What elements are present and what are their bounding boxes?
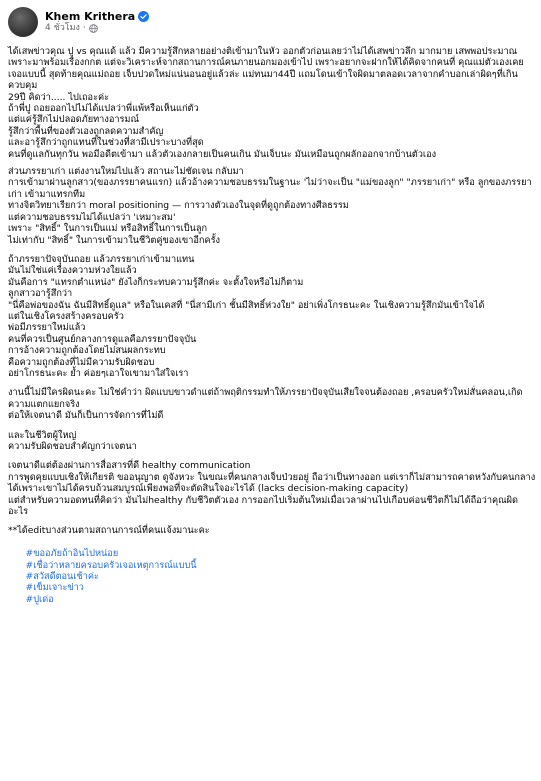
verified-badge-icon: [138, 11, 149, 22]
post-body: [8, 46, 536, 617]
body-line: มันไม่ใช่แค่เรื่องความห่วงใยแล้ว: [8, 265, 137, 277]
body-line: ทางจิตวิทยาเรียกว่า moral positioning — การวางตัวเองในจุดที่ดูถูกต้องทางศีลธรรม: [8, 200, 349, 212]
body-line: และในชีวิตผู้ใหญ่: [8, 429, 77, 441]
body-line: แต่แค่รู้สึกไม่ปลอดภัยทางอารมณ์: [8, 114, 140, 126]
body-line: ได้เสพข่าวคุณ ปู vs คุณแด้ แล้ว มีความรู้สึกหลายอย่างติเข้ามาในหัว ออกตัวก่อนเลยว่าไม่ได้เสพข่าวลึก มากมาย เสพพอประมาณ เพราะมาพร้อมเรื่องกกต แต่จะวิเคราะห์จากสถานการณ์คนภายนอกมองเข้าไป เพราะอยากจะฝากให้ได้คิดจากคนที่ คุณแม่ตัวเองเคยเจอแบบนี้ สุดท้ายคุณแม่ถอย เจ็บปวดใหม่แน่นอนอยู่แล้วล่ะ แม่ทนมา44ปี แถมโดนเข้าใจผิดมาตลอดเวลาจากคำบอกเล่าผิดๆที่เกินควบคุม: [8, 46, 524, 92]
body-line: คนที่ดูแลกันทุกวัน พอมีอดีตเข้ามา แล้วตัวเองกลายเป็นคนเกิน มันเจ็บนะ มันเหมือนถูกผลักออกจากบ้านตัวเอง: [8, 148, 437, 160]
hashtag-link[interactable]: #เชื่อว่าหลายครอบครัวเจอเหตุการณ์แบบนี้: [25, 559, 197, 571]
body-line: ถ้าพี่ปู ถอยออกไปไม่ได้แปลว่าพี่แพ้หรือเห็นแก่ตัว: [8, 103, 199, 115]
hashtag-link[interactable]: #สวัสดีตอนเช้าค่ะ: [25, 571, 99, 583]
body-line: พ่อมีภรรยาใหม่แล้ว: [8, 322, 86, 334]
hashtag-list: [8, 537, 536, 617]
author-name[interactable]: Khem Krithera: [45, 9, 136, 23]
body-line: แต่สำหรับความอดทนที่คิดว่า มันไม่healthy กับชีวิตตัวเอง การออกไปเริ่มต้นใหม่เมื่อเวลาผ่านไปเกือบค่อนชีวิตก็ไม่ได้ถือว่าคุณผิดอะไร: [8, 494, 518, 518]
body-line: ความรับผิดชอบสำคัญกว่าเจตนา: [8, 441, 137, 452]
body-line: 29ปี คิดว่า..... ไปเถอะค่ะ: [8, 91, 110, 103]
body-line: และอารู้สึกว่าถูกแทนที่ในช่วงที่สามีเปราะบางที่สุด: [8, 137, 204, 149]
hashtag-link[interactable]: #ปูเด่อ: [25, 593, 54, 605]
hashtag-link[interactable]: #ขออภัยถ้าอินไปหน่อย: [25, 548, 119, 560]
body-line: ไม่เท่ากับ "สิทธิ์" ในการเข้ามาในชีวิตคู่ของเขาอีกครั้ง: [8, 234, 220, 246]
body-line: ลูกสาวอารู้สึกว่า: [8, 288, 73, 300]
body-line: แต่ในเชิงโครงสร้างครอบครัว: [8, 310, 124, 322]
globe-icon[interactable]: [89, 24, 98, 33]
body-line: เจตนาดีแต่ต้องผ่านการสื่อสารที่ดี healthy communication: [8, 460, 251, 472]
post-header: [8, 4, 149, 40]
body-line: "นี่คือพ่อของฉัน ฉันมีสิทธิ์ดูแล" หรือในเคสที่ "นี่สามีเก่า ชั้นมีสิทธิ์ห่วงใย" อย่าเพิ่งโกรธนะคะ ในเชิงความรู้สึกมันเข้าใจได้: [8, 299, 485, 311]
author-avatar[interactable]: [8, 7, 38, 37]
body-line: ส่วนภรรยาเก่า แต่งงานใหม่ไปแล้ว สถานะไม่ชัดเจน กลับมา: [8, 166, 244, 178]
body-line: เพราะ "สิทธิ์" ในการเป็นแม่ หรือสิทธิ์ในการเป็นลูก: [8, 223, 208, 235]
body-line: การอ้างความถูกต้องโดยไม่สนผลกระทบ: [8, 345, 166, 357]
body-line: การพูดคุยแบบเชิงให้เกียรติ ขออนุญาต ดูจังหวะ ในขณะที่คนกลางเจ็บป่วยอยู่ ถือว่าเป็นทางออก แต่เราก็ไม่สามารถคาดหวังกับคนกลางได้เพราะเขาไม่ได้ครบถ้วนสมบูรณ์เพียงพอที่จะตัดสินใจอะไรได้ (lacks decision-making capacity): [8, 471, 536, 495]
post-time-row: [45, 23, 149, 34]
body-line: งานนี้ไม่มีใครผิดนะคะ ไม่ใช่คำว่า ผิดแบบขาวดำแต่ถ้าพฤติกรรมทำให้ภรรยาปัจจุบันเสียใจจนต้องถอย ,ครอบครัวใหม่สั่นคลอน,เกิดความแตกแยกจริง: [8, 387, 523, 410]
author-name-row: [45, 10, 149, 24]
author-meta: [45, 10, 149, 35]
body-line: แต่ความชอบธรรมไม่ได้แปลว่า 'เหมาะสม': [8, 211, 176, 223]
post-timestamp[interactable]: 4 ชั่วโมง: [45, 23, 80, 34]
body-line: มันคือการ "แทรกตำแหน่ง" ยังไงก็กระทบความรู้สึกค่ะ จะตั้งใจหรือไม่ก็ตาม: [8, 276, 304, 288]
body-line: **ได้editบางส่วนตามสถานการณ์ที่คนแจ้งมานะคะ: [8, 525, 210, 537]
body-line: คือความถูกต้องที่ไม่มีความรับผิดชอบ: [8, 356, 155, 368]
body-line: คนที่ควรเป็นศูนย์กลางการดูแลคือภรรยาปัจจุบัน: [8, 333, 197, 345]
separator-dot: ·: [82, 23, 86, 34]
body-line: ถ้าภรรยาปัจจุบันถอย แล้วภรรยาเก่าเข้ามาแทน: [8, 253, 195, 265]
body-line: ต่อให้เจตนาดี มันก็เป็นการจัดการที่ไม่ดี: [8, 410, 164, 422]
body-line: รู้สึกว่าพื้นที่ของตัวเองถูกลดความสำคัญ: [8, 125, 164, 137]
body-line: อย่าโกรธนะคะ ย้ำ ค่อยๆเอาใจเขามาใส่ใจเรา: [8, 367, 189, 379]
hashtag-link[interactable]: #เข็มเจาะข่าว: [25, 582, 84, 594]
body-line: การเข้ามาผ่านลูกสาว(ของภรรยาคนแรก) แล้วอ้างความชอบธรรมในฐานะ 'ไม่ว่าจะเป็น "แม่ของลูก" "ภรรยาเก่า" หรือ ลูกของภรรยาเก่า เข้ามาแทรกทีม: [8, 177, 532, 200]
